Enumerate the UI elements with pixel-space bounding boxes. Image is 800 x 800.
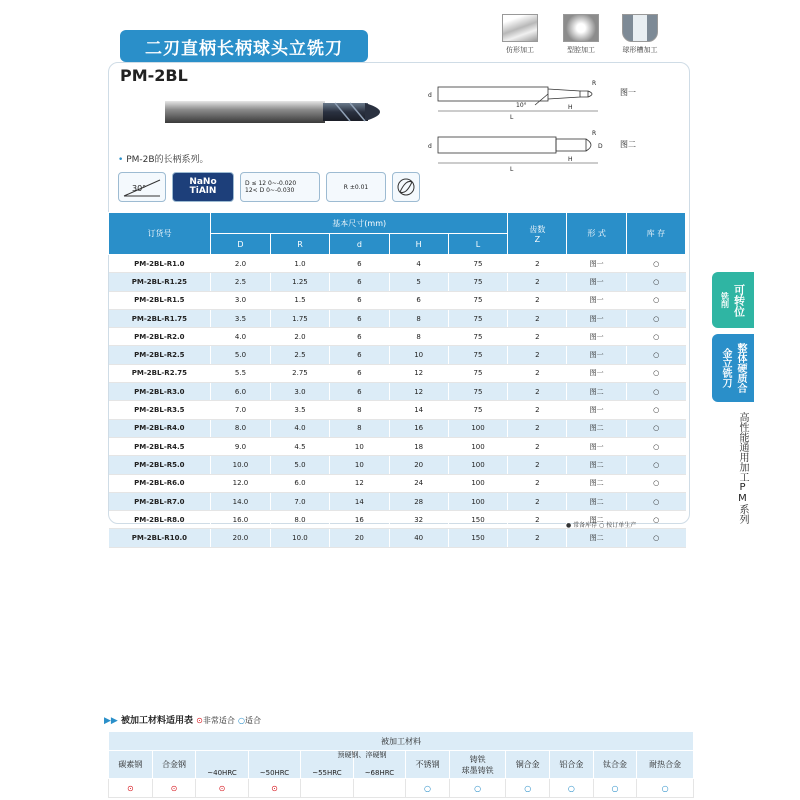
table-cell: 2.5 bbox=[211, 273, 271, 291]
table-cell: 100 bbox=[448, 437, 507, 455]
order-code-cell: PM-2BL-R3.0 bbox=[109, 383, 211, 401]
table-cell: 6 bbox=[330, 309, 389, 327]
process-slotting bbox=[615, 14, 665, 55]
order-code-cell: PM-2BL-R6.0 bbox=[109, 474, 211, 492]
col-stock: 库 存 bbox=[626, 213, 685, 255]
table-cell: 4.5 bbox=[270, 437, 330, 455]
table-cell: 75 bbox=[448, 401, 507, 419]
svg-text:d: d bbox=[428, 143, 432, 150]
table-row bbox=[109, 474, 686, 492]
coating-badge: NaNo TiAlN bbox=[172, 172, 234, 202]
process-label: 型腔加工 bbox=[567, 46, 595, 54]
table-cell: 6.0 bbox=[270, 474, 330, 492]
spec-table bbox=[108, 212, 686, 548]
table-cell: 3.0 bbox=[211, 291, 271, 309]
order-code-cell: PM-2BL-R1.0 bbox=[109, 255, 211, 273]
table-cell: 6 bbox=[330, 328, 389, 346]
order-code-cell: PM-2BL-R1.5 bbox=[109, 291, 211, 309]
col-r: R bbox=[270, 234, 330, 255]
series-note: • PM-2B的长柄系列。 bbox=[118, 155, 209, 165]
table-cell: 2 bbox=[508, 291, 567, 309]
suitability-mark bbox=[353, 779, 405, 798]
svg-text:图二: 图二 bbox=[620, 140, 636, 149]
col-d-small: d bbox=[330, 234, 389, 255]
table-cell: 100 bbox=[448, 492, 507, 510]
table-cell: 1.5 bbox=[270, 291, 330, 309]
svg-text:30°: 30° bbox=[132, 184, 147, 193]
table-cell: 6 bbox=[330, 346, 389, 364]
table-cell: 2 bbox=[508, 474, 567, 492]
table-cell: 2 bbox=[508, 492, 567, 510]
process-profiling bbox=[495, 14, 545, 55]
table-cell: 图一 bbox=[567, 437, 626, 455]
table-cell: 12 bbox=[389, 383, 448, 401]
side-tab-indexable-milling[interactable]: 铣削 可转位 bbox=[712, 272, 754, 328]
table-cell: 图二 bbox=[567, 474, 626, 492]
table-cell: 75 bbox=[448, 383, 507, 401]
table-cell: 2 bbox=[508, 511, 567, 529]
table-cell: 10 bbox=[389, 346, 448, 364]
table-row bbox=[109, 419, 686, 437]
table-cell: 14 bbox=[389, 401, 448, 419]
table-cell: 14 bbox=[330, 492, 389, 510]
material-column: 铜合金 bbox=[506, 751, 550, 779]
table-cell: 75 bbox=[448, 309, 507, 327]
suitability-mark: ⊙ bbox=[196, 779, 248, 798]
table-cell: 4.0 bbox=[270, 419, 330, 437]
table-cell: ○ bbox=[626, 346, 685, 364]
table-cell: 2 bbox=[508, 456, 567, 474]
suitability-mark: ○ bbox=[406, 779, 450, 798]
table-cell: 150 bbox=[448, 529, 507, 547]
table-row bbox=[109, 437, 686, 455]
table-row bbox=[109, 255, 686, 273]
table-cell: 5.0 bbox=[211, 346, 271, 364]
table-cell: ○ bbox=[626, 255, 685, 273]
table-cell: 6 bbox=[389, 291, 448, 309]
table-cell: 7.0 bbox=[270, 492, 330, 510]
table-row bbox=[109, 364, 686, 382]
svg-text:R: R bbox=[592, 80, 597, 87]
table-cell: 图一 bbox=[567, 291, 626, 309]
col-l: L bbox=[448, 234, 507, 255]
suitability-mark: ⊙ bbox=[109, 779, 153, 798]
col-d-big: D bbox=[211, 234, 271, 255]
helix-angle-icon bbox=[118, 172, 166, 202]
col-h: H bbox=[389, 234, 448, 255]
table-cell: 18 bbox=[389, 437, 448, 455]
table-cell: ○ bbox=[626, 309, 685, 327]
table-cell: 16 bbox=[330, 511, 389, 529]
table-cell: 5 bbox=[389, 273, 448, 291]
table-cell: 2 bbox=[508, 437, 567, 455]
material-column: 合金钢 bbox=[152, 751, 196, 779]
table-cell: 图二 bbox=[567, 456, 626, 474]
suitability-mark: ○ bbox=[550, 779, 594, 798]
suitability-mark: ⊙ bbox=[152, 779, 196, 798]
table-cell: 16.0 bbox=[211, 511, 271, 529]
profiling-icon bbox=[502, 14, 538, 42]
table-cell: 8 bbox=[389, 328, 448, 346]
materials-table bbox=[108, 731, 694, 798]
material-column: 铝合金 bbox=[550, 751, 594, 779]
table-cell: 4 bbox=[389, 255, 448, 273]
suitability-mark: ○ bbox=[506, 779, 550, 798]
table-cell: ○ bbox=[626, 364, 685, 382]
col-form: 形 式 bbox=[567, 213, 626, 255]
table-row bbox=[109, 328, 686, 346]
feature-icons bbox=[118, 172, 420, 202]
table-cell: ○ bbox=[626, 456, 685, 474]
table-row bbox=[109, 401, 686, 419]
col-z: 齿数 Z bbox=[508, 213, 567, 255]
table-cell: 100 bbox=[448, 474, 507, 492]
technical-drawing bbox=[420, 75, 650, 187]
table-cell: 2 bbox=[508, 529, 567, 547]
order-code-cell: PM-2BL-R2.75 bbox=[109, 364, 211, 382]
table-cell: 2.5 bbox=[270, 346, 330, 364]
col-basic: 基本尺寸(mm) bbox=[211, 213, 508, 234]
slotting-icon bbox=[622, 14, 658, 42]
table-cell: 150 bbox=[448, 511, 507, 529]
arrow-icon: ▶▶ bbox=[104, 716, 118, 726]
diameter-tolerance-icon: D ≤ 12 0~-0.020 12< D 0~-0.030 bbox=[240, 172, 320, 202]
table-row bbox=[109, 273, 686, 291]
table-row bbox=[109, 309, 686, 327]
table-cell: 6.0 bbox=[211, 383, 271, 401]
table-cell: 2.0 bbox=[270, 328, 330, 346]
table-cell: 12 bbox=[389, 364, 448, 382]
table-cell: 8 bbox=[389, 309, 448, 327]
table-cell: 8 bbox=[330, 401, 389, 419]
suitability-mark: ⊙ bbox=[248, 779, 300, 798]
table-cell: 1.25 bbox=[270, 273, 330, 291]
process-label: 仿形加工 bbox=[506, 46, 534, 54]
table-cell: 2 bbox=[508, 328, 567, 346]
table-cell: ○ bbox=[626, 383, 685, 401]
table-cell: 20 bbox=[389, 456, 448, 474]
table-cell: 6 bbox=[330, 255, 389, 273]
table-cell: 8.0 bbox=[270, 511, 330, 529]
order-code-cell: PM-2BL-R8.0 bbox=[109, 511, 211, 529]
table-cell: 4.0 bbox=[211, 328, 271, 346]
table-cell: 2 bbox=[508, 383, 567, 401]
table-cell: 100 bbox=[448, 419, 507, 437]
svg-text:R: R bbox=[592, 130, 597, 137]
material-column: 钛合金 bbox=[593, 751, 637, 779]
table-cell: 10.0 bbox=[211, 456, 271, 474]
table-cell: 75 bbox=[448, 273, 507, 291]
table-cell: ○ bbox=[626, 492, 685, 510]
table-row bbox=[109, 492, 686, 510]
table-cell: ○ bbox=[626, 511, 685, 529]
table-cell: 1.75 bbox=[270, 309, 330, 327]
table-cell: 10.0 bbox=[270, 529, 330, 547]
material-column: ~68HRC bbox=[353, 751, 405, 779]
materials-group-header: 被加工材料 bbox=[109, 732, 694, 751]
table-cell: 2 bbox=[508, 255, 567, 273]
table-cell: 75 bbox=[448, 255, 507, 273]
table-cell: ○ bbox=[626, 474, 685, 492]
suitability-mark: ○ bbox=[449, 779, 506, 798]
process-label: 球形槽加工 bbox=[622, 46, 658, 54]
table-cell: 3.5 bbox=[211, 309, 271, 327]
table-cell: 16 bbox=[389, 419, 448, 437]
order-code-cell: PM-2BL-R1.75 bbox=[109, 309, 211, 327]
table-cell: 图二 bbox=[567, 383, 626, 401]
table-cell: 75 bbox=[448, 291, 507, 309]
table-cell: 75 bbox=[448, 328, 507, 346]
table-cell: ○ bbox=[626, 291, 685, 309]
suitability-mark bbox=[301, 779, 353, 798]
table-cell: 75 bbox=[448, 346, 507, 364]
table-cell: 图一 bbox=[567, 401, 626, 419]
table-cell: 24 bbox=[389, 474, 448, 492]
table-cell: 12.0 bbox=[211, 474, 271, 492]
table-cell: 1.0 bbox=[270, 255, 330, 273]
table-cell: 12 bbox=[330, 474, 389, 492]
order-code-cell: PM-2BL-R3.5 bbox=[109, 401, 211, 419]
table-cell: 6 bbox=[330, 291, 389, 309]
table-cell: 2 bbox=[508, 364, 567, 382]
table-cell: 100 bbox=[448, 456, 507, 474]
svg-text:D: D bbox=[598, 143, 603, 150]
suitability-mark: ○ bbox=[593, 779, 637, 798]
table-cell: 图二 bbox=[567, 529, 626, 547]
table-cell: 2 bbox=[508, 419, 567, 437]
material-column: 碳素钢 bbox=[109, 751, 153, 779]
table-cell: 图二 bbox=[567, 419, 626, 437]
order-code-cell: PM-2BL-R4.5 bbox=[109, 437, 211, 455]
table-cell: 3.0 bbox=[270, 383, 330, 401]
process-cavity bbox=[556, 14, 606, 55]
table-cell: 5.0 bbox=[270, 456, 330, 474]
svg-text:L: L bbox=[510, 166, 514, 173]
side-series-label: 高性能通用加工PM系列 bbox=[737, 412, 748, 524]
table-cell: 28 bbox=[389, 492, 448, 510]
stock-legend: ● 常备库存 ○ 按订单生产 bbox=[566, 522, 637, 529]
table-cell: ○ bbox=[626, 419, 685, 437]
page-title: 二刃直柄长柄球头立铣刀 bbox=[120, 30, 368, 62]
table-cell: 6 bbox=[330, 273, 389, 291]
table-cell: 10 bbox=[330, 437, 389, 455]
table-cell: 14.0 bbox=[211, 492, 271, 510]
order-code-cell: PM-2BL-R1.25 bbox=[109, 273, 211, 291]
table-cell: 32 bbox=[389, 511, 448, 529]
table-cell: 2 bbox=[508, 346, 567, 364]
order-code-cell: PM-2BL-R2.5 bbox=[109, 346, 211, 364]
material-column: 铸铁 球墨铸铁 bbox=[449, 751, 506, 779]
table-cell: 10 bbox=[330, 456, 389, 474]
suitability-mark: ○ bbox=[637, 779, 694, 798]
table-cell: ○ bbox=[626, 401, 685, 419]
material-column: 不锈钢 bbox=[406, 751, 450, 779]
table-cell: 图一 bbox=[567, 309, 626, 327]
table-row bbox=[109, 456, 686, 474]
table-cell: ○ bbox=[626, 328, 685, 346]
table-cell: 图一 bbox=[567, 346, 626, 364]
svg-text:图一: 图一 bbox=[620, 88, 636, 97]
table-cell: 图一 bbox=[567, 328, 626, 346]
table-cell: 2 bbox=[508, 309, 567, 327]
table-cell: ○ bbox=[626, 273, 685, 291]
order-code-cell: PM-2BL-R5.0 bbox=[109, 456, 211, 474]
flute-section-icon bbox=[392, 172, 420, 202]
side-tab-solid-carbide[interactable]: 金立铣刀 整体硬质合 bbox=[712, 334, 754, 402]
table-cell: 8 bbox=[330, 419, 389, 437]
table-cell: 2 bbox=[508, 401, 567, 419]
material-column: ~55HRC bbox=[301, 751, 353, 779]
table-cell: 图二 bbox=[567, 492, 626, 510]
table-cell: 75 bbox=[448, 364, 507, 382]
order-code-cell: PM-2BL-R2.0 bbox=[109, 328, 211, 346]
table-cell: 6 bbox=[330, 364, 389, 382]
table-row bbox=[109, 346, 686, 364]
table-row bbox=[109, 383, 686, 401]
table-cell: ○ bbox=[626, 437, 685, 455]
table-cell: 图一 bbox=[567, 255, 626, 273]
table-cell: 5.5 bbox=[211, 364, 271, 382]
hardened-steel-group: 预硬钢、淬硬钢 bbox=[337, 751, 387, 759]
cavity-icon bbox=[563, 14, 599, 42]
material-column: 耐热合金 bbox=[637, 751, 694, 779]
table-cell: 8.0 bbox=[211, 419, 271, 437]
cutter-image bbox=[165, 95, 395, 129]
table-row bbox=[109, 291, 686, 309]
order-code-cell: PM-2BL-R4.0 bbox=[109, 419, 211, 437]
material-column: ~40HRC bbox=[196, 751, 248, 779]
table-cell: 图二 bbox=[567, 511, 626, 529]
table-cell: 图一 bbox=[567, 364, 626, 382]
svg-text:H: H bbox=[568, 104, 573, 111]
svg-text:d: d bbox=[428, 92, 432, 99]
svg-text:L: L bbox=[510, 114, 514, 121]
table-cell: 图一 bbox=[567, 273, 626, 291]
svg-text:H: H bbox=[568, 156, 573, 163]
order-code-cell: PM-2BL-R10.0 bbox=[109, 529, 211, 547]
table-cell: 2.75 bbox=[270, 364, 330, 382]
table-cell: 20.0 bbox=[211, 529, 271, 547]
table-cell: 6 bbox=[330, 383, 389, 401]
table-cell: 2.0 bbox=[211, 255, 271, 273]
table-cell: ○ bbox=[626, 529, 685, 547]
table-cell: 40 bbox=[389, 529, 448, 547]
svg-text:10°: 10° bbox=[516, 102, 527, 109]
table-cell: 3.5 bbox=[270, 401, 330, 419]
order-code-cell: PM-2BL-R7.0 bbox=[109, 492, 211, 510]
materials-title: ▶▶ 被加工材料适用表 ⊙非常适合 ○适合 bbox=[104, 716, 261, 726]
material-column: ~50HRC bbox=[248, 751, 300, 779]
table-cell: 2 bbox=[508, 273, 567, 291]
col-code: 订货号 bbox=[109, 213, 211, 255]
table-cell: 9.0 bbox=[211, 437, 271, 455]
table-row bbox=[109, 529, 686, 547]
model-name: PM-2BL bbox=[120, 66, 188, 85]
table-cell: 7.0 bbox=[211, 401, 271, 419]
radius-tolerance-icon: R ±0.01 bbox=[326, 172, 386, 202]
table-cell: 20 bbox=[330, 529, 389, 547]
